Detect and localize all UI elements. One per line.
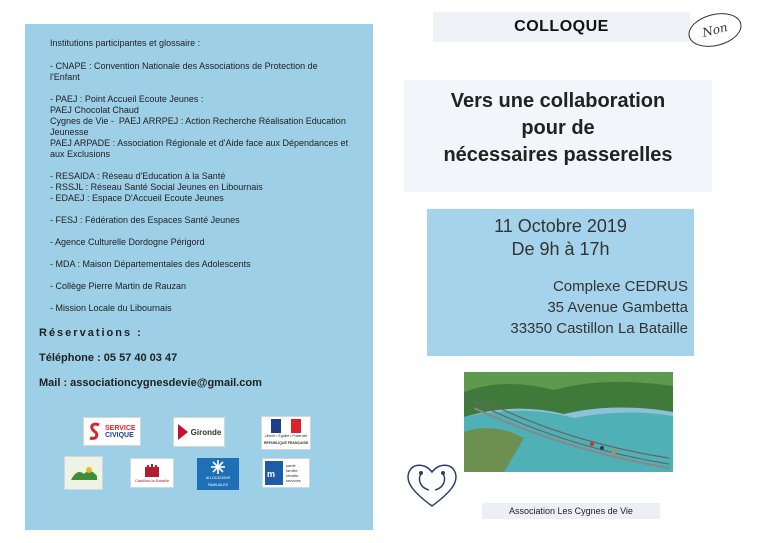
event-info-box bbox=[427, 209, 694, 356]
reservations-title: Réservations : bbox=[39, 327, 143, 339]
glossary-list bbox=[50, 61, 362, 314]
glossary-line: Cygnes de Vie - PAEJ ARRPEJ : Action Recherche Réalisation Education bbox=[50, 116, 346, 126]
glossary-line: - RESAIDA : Réseau d'Education à la Santé bbox=[50, 171, 226, 181]
colloque-header: COLLOQUE bbox=[433, 12, 690, 42]
republique-francaise-logo: Liberté • Égalité • Fraternité RÉPUBLIQUE FRANÇAISE bbox=[261, 416, 311, 450]
glossary-line: - CNAPE : Convention Nationale des Associations de Protection de bbox=[50, 61, 318, 71]
swans-heart-emblem bbox=[403, 460, 461, 510]
venue-name: Complexe CEDRUS bbox=[552, 278, 688, 295]
castillon-area-logo bbox=[64, 456, 103, 490]
glossary-line: - MDA : Maison Départementales des Adolescents bbox=[50, 259, 251, 269]
glossary-line: PAEJ Chocolat Chaud bbox=[50, 105, 139, 115]
handwritten-stamp: Non bbox=[685, 8, 745, 52]
event-title: Vers une collaboration pour de nécessaires passerelles bbox=[443, 90, 673, 166]
title-box bbox=[404, 80, 712, 192]
event-hours: De 9h à 17h bbox=[511, 239, 610, 259]
landscape-icon bbox=[71, 466, 97, 480]
suspension-bridge-photo bbox=[464, 372, 673, 472]
glossary-spacer bbox=[50, 204, 362, 215]
venue-city: 33350 Castillon La Bataille bbox=[510, 320, 688, 337]
email-address: Mail : associationcygnesdevie@gmail.com bbox=[39, 377, 262, 389]
institutions-glossary bbox=[50, 38, 362, 314]
gironde-icon bbox=[177, 423, 189, 441]
glossary-spacer bbox=[50, 83, 362, 94]
glossary-spacer bbox=[50, 160, 362, 171]
institutions-heading: Institutions participantes et glossaire : bbox=[50, 38, 201, 48]
glossary-spacer bbox=[50, 270, 362, 281]
venue-street: 35 Avenue Gambetta bbox=[547, 299, 688, 316]
glossary-group bbox=[50, 61, 362, 83]
event-date: 11 Octobre 2019 bbox=[494, 216, 627, 236]
glossary-group bbox=[50, 281, 362, 292]
msa-mark-icon bbox=[265, 461, 283, 485]
service-civique-icon bbox=[88, 422, 102, 442]
msa-logo: m santé famille retraite services bbox=[262, 458, 310, 488]
glossary-line: - EDAEJ : Espace D'Accueil Ecoute Jeunes bbox=[50, 193, 224, 203]
glossary-group bbox=[50, 303, 362, 314]
glossary-line: - Collège Pierre Martin de Rauzan bbox=[50, 281, 187, 291]
glossary-spacer bbox=[50, 248, 362, 259]
glossary-line: - FESJ : Fédération des Espaces Santé Jeunes bbox=[50, 215, 240, 225]
glossary-group bbox=[50, 259, 362, 270]
castle-icon bbox=[144, 463, 160, 477]
glossary-line: Jeunesse bbox=[50, 127, 89, 137]
glossary-line: PAEJ ARPADE : Association Régionale et d'Aide face aux Dépendances et bbox=[50, 138, 349, 148]
glossary-line: - PAEJ : Point Accueil Ecoute Jeunes : bbox=[50, 94, 204, 104]
glossary-line: - Agence Culturelle Dordogne Périgord bbox=[50, 237, 205, 247]
castillon-la-bataille-logo: Castillon-la-Bataille bbox=[130, 458, 174, 488]
glossary-group bbox=[50, 94, 362, 160]
gironde-logo: Gironde bbox=[173, 417, 225, 447]
glossary-group bbox=[50, 215, 362, 226]
glossary-group bbox=[50, 237, 362, 248]
glossary-group bbox=[50, 171, 362, 204]
glossary-line: l'Enfant bbox=[50, 72, 80, 82]
glossary-spacer bbox=[50, 226, 362, 237]
bridge-landscape-image bbox=[464, 372, 673, 472]
snowflake-icon bbox=[210, 459, 226, 475]
glossary-line: - RSSJL : Réseau Santé Social Jeunes en Libournais bbox=[50, 182, 263, 192]
caf-logo: ALLOCATIONS FAMILIALES bbox=[197, 458, 239, 490]
left-panel bbox=[25, 24, 373, 530]
svg-text:m: m bbox=[267, 469, 276, 479]
association-footer: Association Les Cygnes de Vie bbox=[482, 503, 660, 519]
glossary-line: - Mission Locale du Libournais bbox=[50, 303, 172, 313]
marianne-flag-icon bbox=[271, 419, 301, 433]
glossary-spacer bbox=[50, 292, 362, 303]
glossary-line: aux Exclusions bbox=[50, 149, 111, 159]
phone-number: Téléphone : 05 57 40 03 47 bbox=[39, 352, 178, 364]
service-civique-logo: SERVICE CIVIQUE bbox=[83, 417, 141, 446]
